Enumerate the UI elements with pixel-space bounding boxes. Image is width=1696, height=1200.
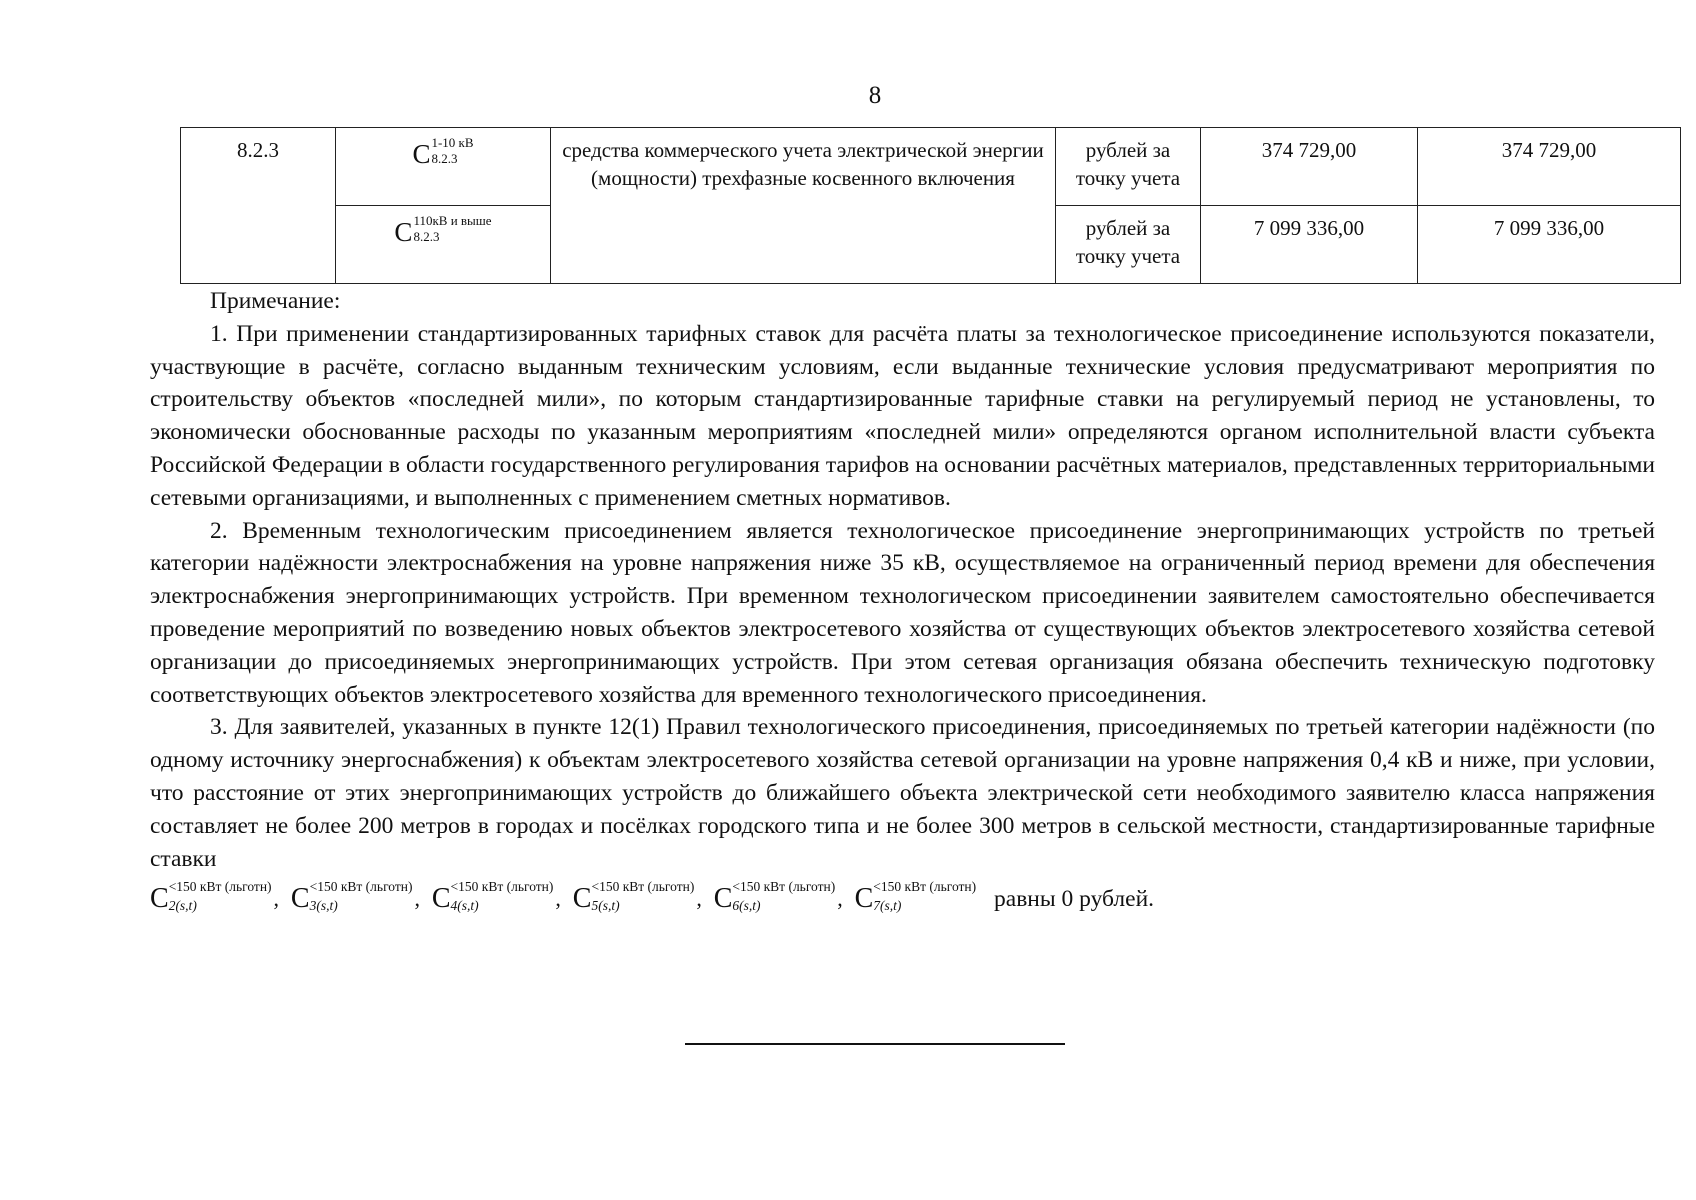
tariff-table [180,127,1681,284]
note-paragraph-3: 3. Для заявителей, указанных в пункте 12(1) Правил технологического присоединения, присоединяемых по третьей категории надёжности (по одному источнику энергоснабжения) к объектам электросетевого хозяйства сетевой организации на уровне напряжения 0,4 кВ и ниже, при условии, что расстояние от этих энергопринимающих устройств до ближайшего объекта электрической сети необходимого заявителю класса напряжения составляет не более 200 метров в городах и посёлках городского типа и не более 300 метров в сельской местности, стандартизированные тарифные ставки [150,714,1655,872]
unit-text: рублей за точку учета [1075,216,1181,269]
value-text: 374 729,00 [1501,138,1597,162]
value-text: 7 099 336,00 [1253,216,1365,240]
value-cell [1201,206,1418,284]
formula-line: C <150 кВт (льготн) 2(s,t) , C <150 кВт (льготн) 3(s,t) , C <150 кВт (льготн) 4(s,t) , C <150 кВт (льготн) 5(s,t) , C <150 кВт (льготн) 6(s,t) , C <150 кВт (льготн) 7(s,t) равны 0 рублей. [150,877,1655,919]
note-paragraph-3-end: равны 0 рублей. [994,885,1155,912]
rate-formula: C <150 кВт (льготн) 4(s,t) [431,878,554,914]
rate-formula: C <150 кВт (льготн) 2(s,t) [150,878,272,914]
note-title: Примечание: [210,288,341,314]
note-section [150,285,1655,919]
unit-cell [1056,128,1201,206]
unit-text: рублей за точку учета [1075,138,1181,191]
rate-formula: C <150 кВт (льготн) 3(s,t) [290,878,413,914]
rate-formula: C <150 кВт (льготн) 5(s,t) [572,878,695,914]
value-cell [1418,128,1681,206]
value-text: 7 099 336,00 [1493,216,1605,240]
symbol-cell [336,206,551,284]
value-cell [1201,128,1418,206]
description-cell [551,128,1056,284]
rate-formula: C <150 кВт (льготн) 7(s,t) [854,878,977,914]
table-row [181,128,1681,206]
value-text: 374 729,00 [1261,138,1357,162]
item-code: 8.2.3 [237,138,279,162]
value-cell [1418,206,1681,284]
rate-formula: C <150 кВт (льготн) 6(s,t) [713,878,836,914]
rate-symbol: C 110кВ и выше 8.2.3 [394,213,492,247]
description-text: средства коммерческого учета электрической энергии (мощности) трехфазные косвенного включения [562,138,1044,191]
end-divider [685,1043,1065,1045]
unit-cell [1056,206,1201,284]
note-paragraph-1: 1. При применении стандартизированных тарифных ставок для расчёта платы за технологическое присоединение используются показатели, участвующие в расчёте, согласно выданным техническим условиям, если выданные технические условия предусматривают мероприятия по строительству объектов «последней мили», по которым стандартизированные тарифные ставки на регулируемый период не установлены, то экономически обоснованные расходы по указанным мероприятиям «последней мили» определяются органом исполнительной власти субъекта Российской Федерации в области государственного регулирования тарифов на основании расчётных материалов, представленных территориальными сетевыми организациями, и выполненных с применением сметных нормативов. [150,320,1655,511]
rate-symbol: C 1-10 кВ 8.2.3 [412,135,474,169]
page-number: 8 [868,82,882,109]
item-code-cell [181,128,336,284]
note-paragraph-2: 2. Временным технологическим присоединением является технологическое присоединение энергопринимающих устройств по третьей категории надёжности электроснабжения на уровне напряжения ниже 35 кВ, осуществляемое на ограниченный период времени для обеспечения электроснабжения энергопринимающих устройств. При временном технологическом присоединении заявителем самостоятельно обеспечивается проведение мероприятий по возведению новых объектов электросетевого хозяйства от существующих объектов электросетевого хозяйства сетевой организации до присоединяемых энергопринимающих устройств. При этом сетевая организация обязана обеспечить техническую подготовку соответствующих объектов электросетевого хозяйства для временного технологического присоединения. [150,517,1655,708]
symbol-cell [336,128,551,206]
